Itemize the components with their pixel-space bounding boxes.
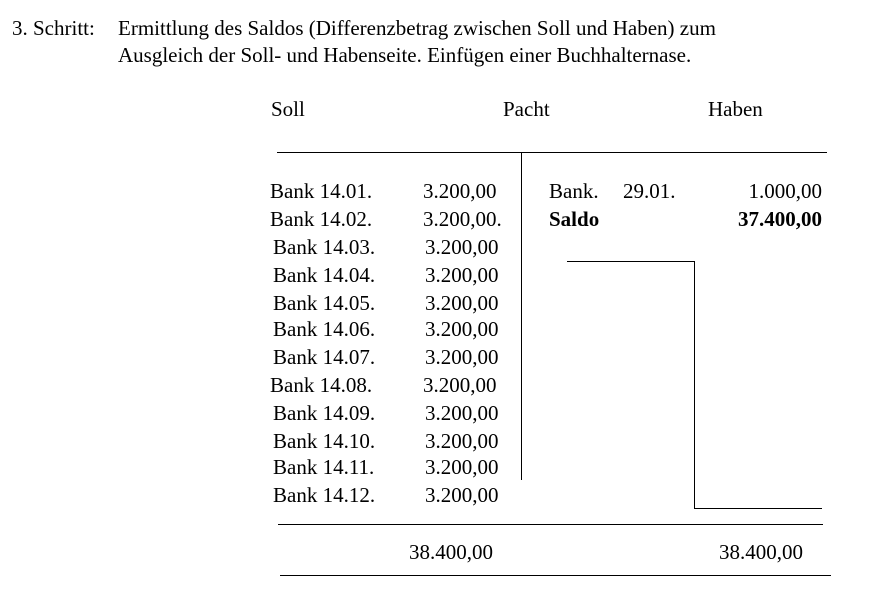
soll-entry-amount: 3.200,00	[425, 263, 499, 287]
soll-entry-amount: 3.200,00.	[423, 207, 502, 231]
t-account-center-line	[521, 152, 522, 480]
haben-label: Haben	[708, 97, 763, 121]
soll-entry-amount: 3.200,00	[425, 483, 499, 507]
heading-line-1: Ermittlung des Saldos (Differenzbetrag zwischen Soll und Haben) zum	[118, 16, 716, 40]
soll-total: 38.400,00	[409, 540, 493, 564]
haben-total: 38.400,00	[719, 540, 803, 564]
soll-label: Soll	[271, 97, 305, 121]
soll-entry-text: Bank 14.08.	[270, 373, 373, 397]
buchhalternase-bottom-line	[694, 508, 822, 509]
soll-entry-amount: 3.200,00	[425, 345, 499, 369]
totals-top-line	[278, 524, 823, 525]
soll-entry-text: Bank 14.05.	[273, 291, 376, 315]
totals-bottom-line	[280, 575, 831, 576]
haben-entry-date: 29.01.	[623, 179, 676, 203]
haben-entry-text: Bank.	[549, 179, 599, 203]
soll-entry-amount: 3.200,00	[425, 429, 499, 453]
soll-entry-text: Bank 14.01.	[270, 179, 373, 203]
soll-entry-amount: 3.200,00	[423, 373, 497, 397]
saldo-label: Saldo	[549, 207, 600, 231]
step-label: 3. Schritt:	[12, 16, 95, 40]
soll-entry-text: Bank 14.06.	[273, 317, 376, 341]
saldo-amount: 37.400,00	[738, 207, 822, 231]
t-account-top-line	[277, 152, 827, 153]
soll-entry-text: Bank 14.03.	[273, 235, 376, 259]
heading-line-2: Ausgleich der Soll- und Habenseite. Einfügen einer Buchhalternase.	[118, 43, 692, 67]
soll-entry-text: Bank 14.10.	[273, 429, 376, 453]
soll-entry-text: Bank 14.07.	[273, 345, 376, 369]
buchhalternase-top-line	[567, 261, 694, 262]
soll-entry-amount: 3.200,00	[425, 317, 499, 341]
soll-entry-amount: 3.200,00	[425, 401, 499, 425]
soll-entry-text: Bank 14.02.	[270, 207, 373, 231]
soll-entry-amount: 3.200,00	[423, 179, 497, 203]
account-title: Pacht	[503, 97, 550, 121]
soll-entry-amount: 3.200,00	[425, 291, 499, 315]
soll-entry-text: Bank 14.09.	[273, 401, 376, 425]
soll-entry-amount: 3.200,00	[425, 235, 499, 259]
soll-entry-text: Bank 14.11.	[273, 455, 375, 479]
buchhalternase-vertical-line	[694, 261, 695, 509]
soll-entry-text: Bank 14.04.	[273, 263, 376, 287]
soll-entry-amount: 3.200,00	[425, 455, 499, 479]
soll-entry-text: Bank 14.12.	[273, 483, 376, 507]
haben-entry-amount: 1.000,00	[748, 179, 822, 203]
